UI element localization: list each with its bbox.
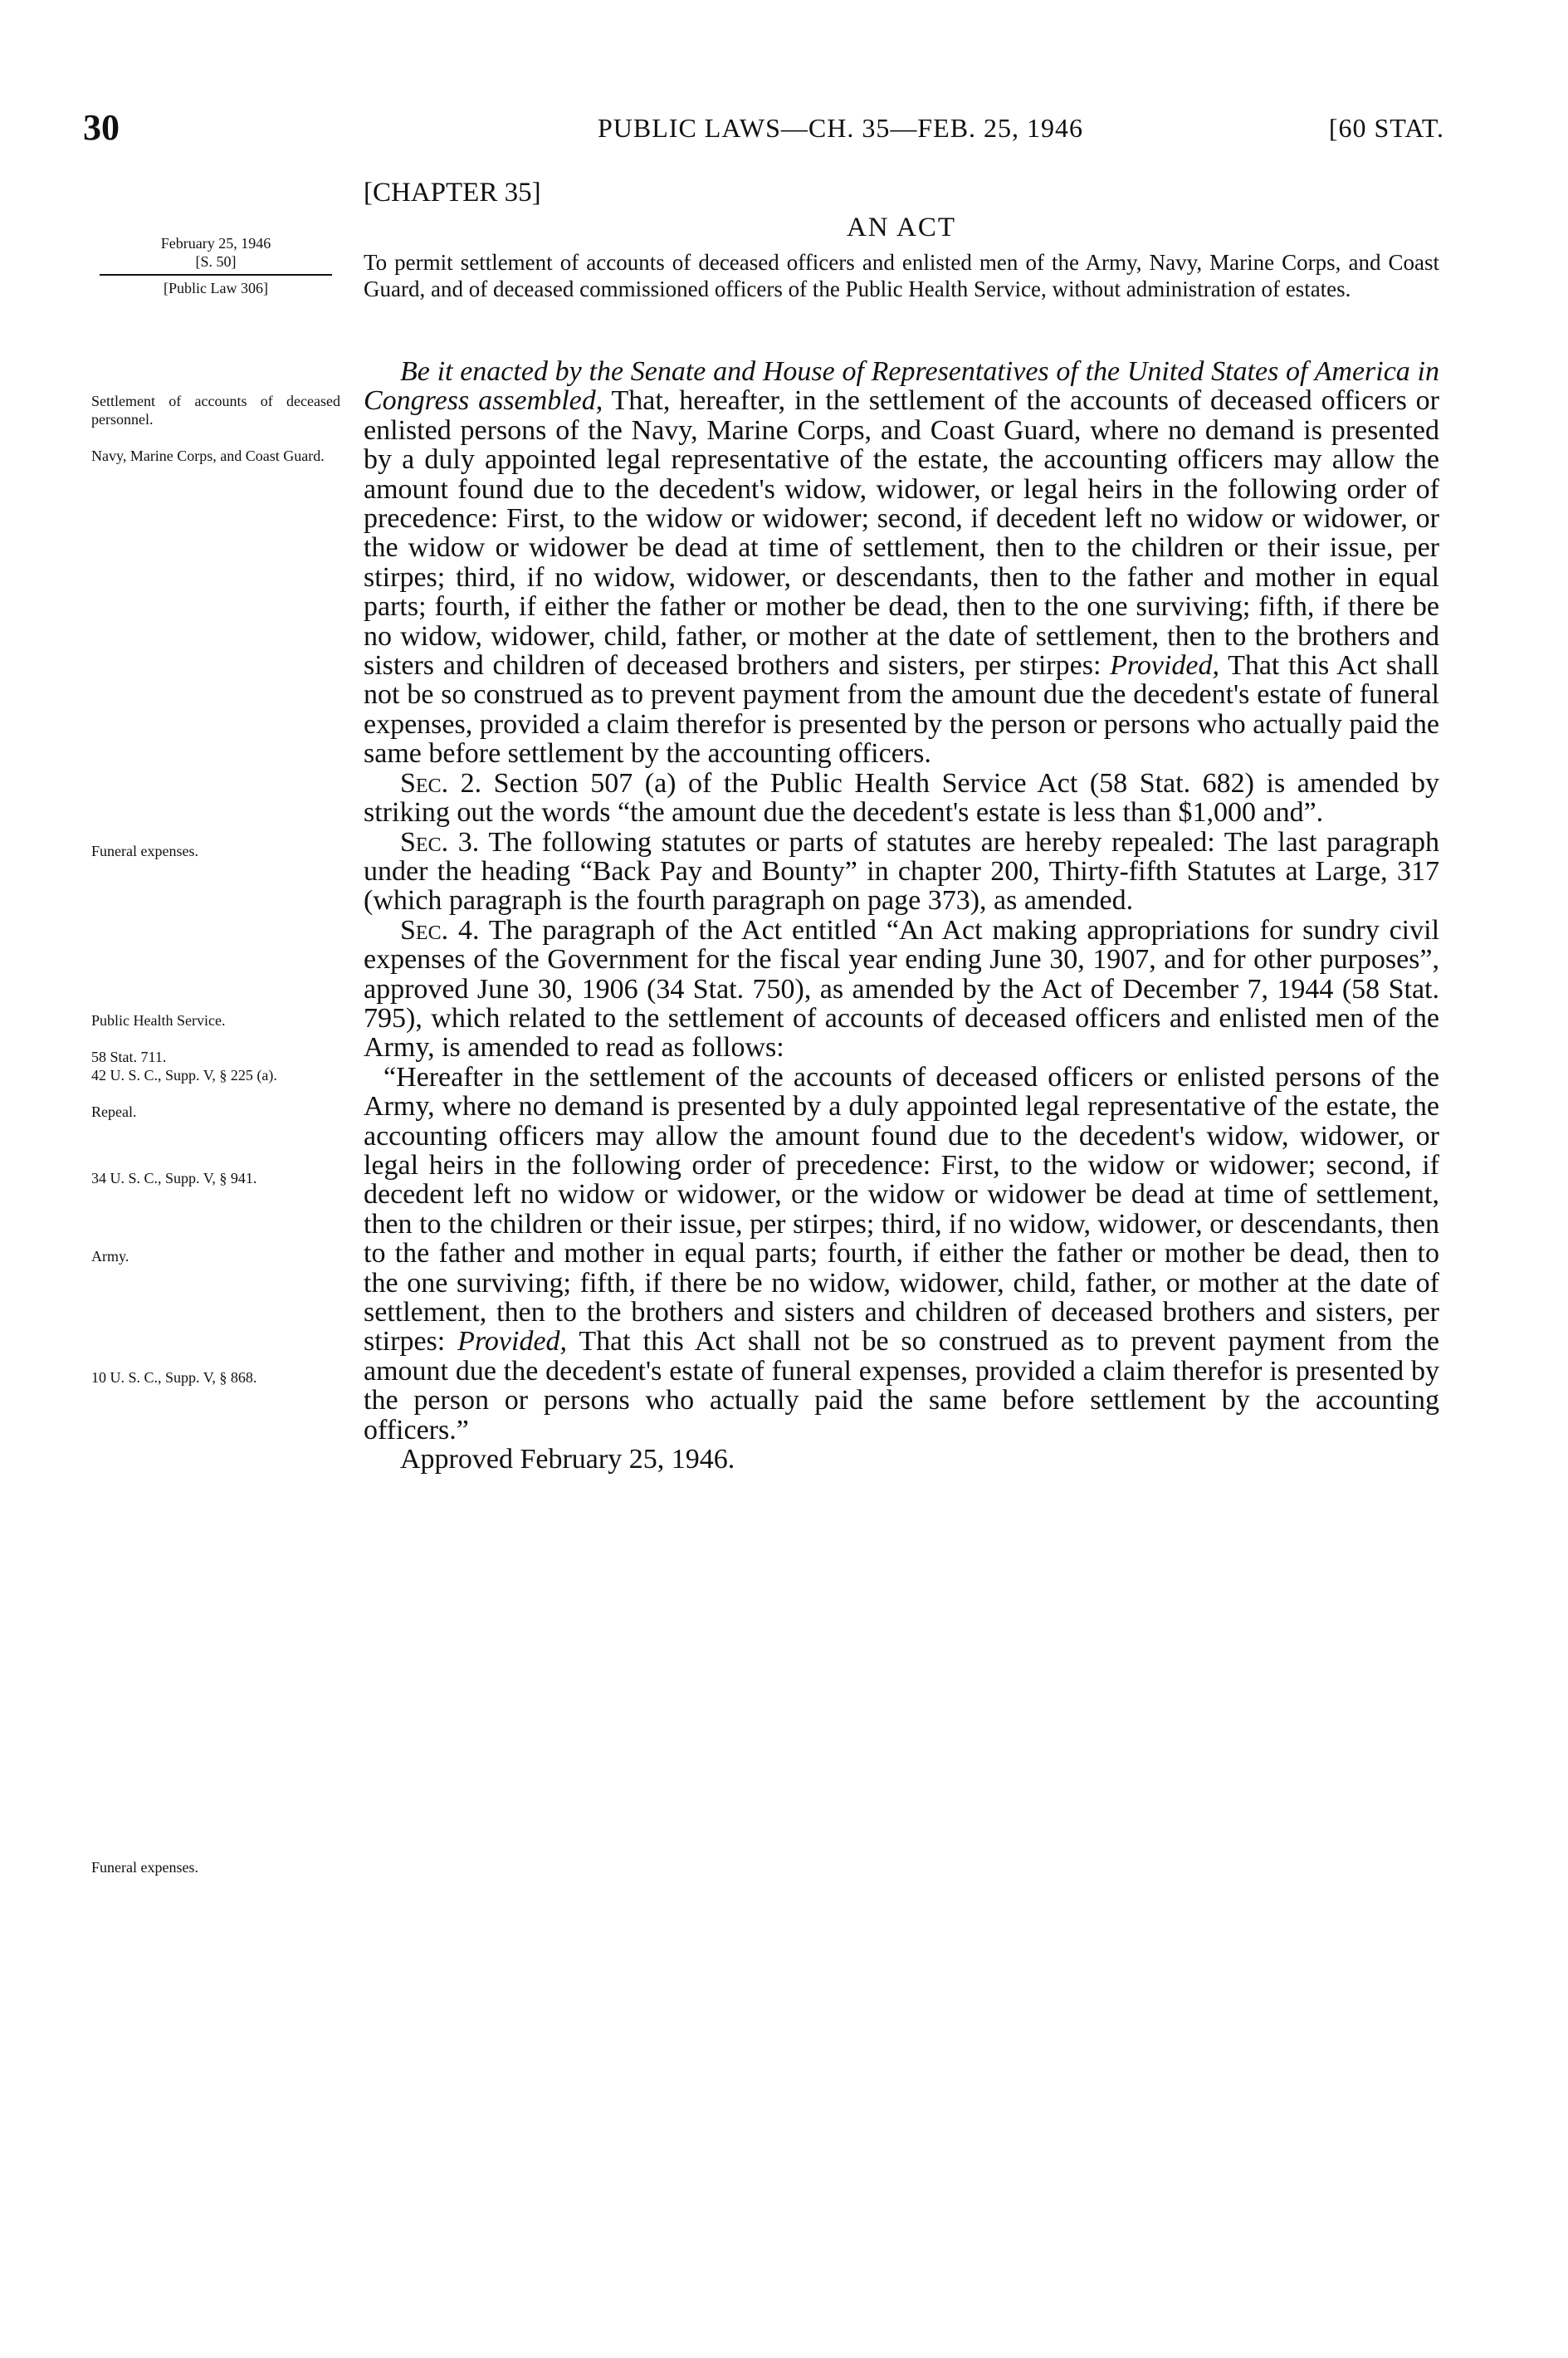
section-1-proviso: That this Act shall not be so construed as to prevent payment from the amount due the decedent's estate of funeral expenses, provided a claim therefor is presented by the person or persons who actually paid the same before settlement by the accounting officers. (364, 650, 1440, 770)
margin-note-repeal: Repeal. (91, 1103, 137, 1120)
section-2 (364, 769, 1439, 828)
page-header (83, 106, 1444, 156)
margin-public-law: [Public Law 306] (164, 280, 268, 296)
section-3-label: Sec. 3. (400, 826, 480, 858)
section-4-text: The paragraph of the Act entitled “An Act making appropriations for sundry civil expenses of the Government for the fiscal year ending June 30, 1907, and for other purposes”, approved June 30, 1906 (34 Stat. 750), as amended by the Act of December 7, 1944 (58 Stat. 795), which related to the settlement of accounts of deceased officers and enlisted men of the Army, is amended to read as follows: (364, 914, 1440, 1064)
section-1-text: That, hereafter, in the settlement of the accounts of deceased officers or enlisted persons of the Navy, Marine Corps, and Coast Guard, where no demand is presented by a duly appointed legal representative of the estate, the accounting officers may allow the amount found due to the decedent's widow, widower, or legal heirs in the following order of precedence: First, to the widow or widower; second, if decedent left no widow or widower, or the widow or widower be dead at time of settlement, then to the children or their issue, per stirpes; third, if no widow, widower, or descendants, then to the father and mother in equal parts; fourth, if either the father or mother be dead, then to the one surviving; fifth, if there be no widow, widower, child, father, or mother at the date of settlement, then to the brothers and sisters and children of deceased brothers and sisters, per stirpes: (364, 385, 1439, 682)
quoted-proviso: That this Act shall not be so construed as to prevent payment from the amount due the decedent's estate of funeral expenses, provided a claim therefor is presented by the person or persons who actually paid the same before settlement by the accounting officers.” (364, 1326, 1439, 1446)
margin-note-funeral-2: Funeral expenses. (91, 1859, 198, 1876)
margin-date: February 25, 1946 (160, 235, 271, 252)
act-title: AN ACT (846, 213, 957, 242)
section-4 (364, 916, 1439, 1063)
provided-2: Provided, (457, 1326, 568, 1358)
margin-note-funeral-1: Funeral expenses. (91, 843, 198, 859)
margin-date-block (91, 234, 340, 297)
quoted-paragraph (364, 1063, 1439, 1445)
margin-note-10usc: 10 U. S. C., Supp. V, § 868. (91, 1369, 257, 1386)
margin-rule (100, 274, 332, 276)
section-3 (364, 828, 1439, 916)
section-4-label: Sec. 4. (400, 914, 480, 946)
page-number: 30 (83, 107, 120, 148)
margin-note-34usc: 34 U. S. C., Supp. V, § 941. (91, 1170, 257, 1186)
section-3-text: The following statutes or parts of statutes are hereby repealed: The last paragraph under the heading “Back Pay and Bounty” in chapter 200, Thirty-fifth Statutes at Large, 317 (which paragraph is the fourth paragraph on page 373), as amended. (364, 826, 1440, 917)
act-body (364, 357, 1439, 1474)
margin-note-settlement: Settlement of accounts of deceased personnel. (91, 393, 340, 428)
margin-note-navy: Navy, Marine Corps, and Coast Guard. (91, 448, 325, 464)
running-head: PUBLIC LAWS—CH. 35—FEB. 25, 1946 (598, 113, 1084, 143)
margin-bill: [S. 50] (195, 253, 237, 270)
margin-note-42usc: 42 U. S. C., Supp. V, § 225 (a). (91, 1067, 277, 1084)
chapter-heading: [CHAPTER 35] (364, 178, 541, 208)
enacting-clause: Be it enacted by the Senate and House of Representatives of the United States of America in Congress assembled, (364, 356, 1439, 417)
section-2-label: Sec. 2. (400, 767, 482, 799)
margin-note-army: Army. (91, 1248, 129, 1265)
act-purpose: To permit settlement of accounts of deceased officers and enlisted men of the Army, Navy, Marine Corps, and Coast Guard, and of deceased commissioned officers of the Public Health Service, without administration of estates. (364, 250, 1439, 301)
quoted-text: “Hereafter in the settlement of the accounts of deceased officers or enlisted persons of the Army, where no demand is presented by a duly appointed legal representative of the estate, the accounting officers may allow the amount found due to the decedent's widow, widower, or legal heirs in the following order of precedence: First, to the widow or widower; second, if decedent left no widow or widower, or the widow or widower be dead at time of settlement, then to the children or their issue, per stirpes; third, if no widow, widower, or descendants, then to the father and mother in equal parts; fourth, if either the father or mother be dead, then to the one surviving; fifth, if there be no widow, widower, child, father, or mother at the date of settlement, then to the brothers and sisters and children of deceased brothers and sisters, per stirpes: (364, 1061, 1439, 1358)
section-2-text: Section 507 (a) of the Public Health Service Act (58 Stat. 682) is amended by striking out the words “the amount due the decedent's estate is less than $1,000 and”. (364, 767, 1439, 829)
margin-note-phs: Public Health Service. (91, 1012, 226, 1029)
provided-1: Provided, (1110, 650, 1219, 682)
approval-line: Approved February 25, 1946. (400, 1444, 735, 1475)
statute-volume-ref: [60 STAT. (1328, 113, 1444, 143)
margin-note-58stat: 58 Stat. 711. (91, 1049, 167, 1065)
section-1 (364, 357, 1439, 769)
